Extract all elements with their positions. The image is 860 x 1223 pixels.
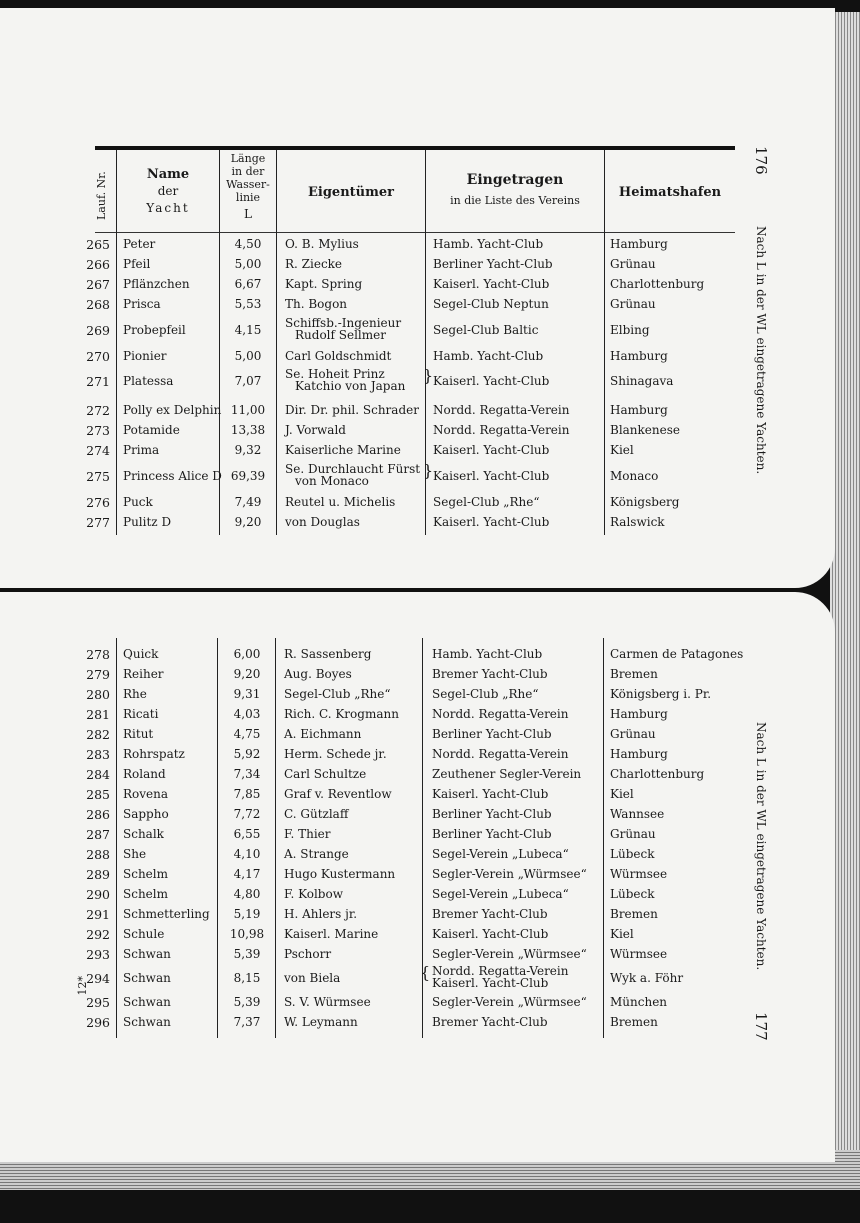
owner: Pschorr [284,947,332,961]
home-port: Kiel [610,787,634,801]
length-value: 4,03 [233,707,261,721]
row-number: 283 [86,747,110,762]
home-port: Hamburg [610,707,668,721]
home-port: Wannsee [610,807,665,821]
length-value: 5,00 [234,257,262,271]
yacht-name: Roland [123,767,166,781]
yacht-name: She [123,847,147,861]
home-port: Bremen [610,907,658,921]
owner: C. Gützlaff [284,807,349,821]
length-value: 4,15 [234,323,262,337]
length-value: 13,38 [230,423,266,437]
yacht-name: Peter [123,237,156,251]
row-number: 296 [86,1015,110,1030]
row-number: 289 [86,867,110,882]
length-value: 4,17 [233,867,261,881]
owner-line-2: von Monaco [295,474,369,488]
owner: Kapt. Spring [285,277,363,291]
owner: Dir. Dr. phil. Schrader [285,403,419,417]
yacht-name: Prima [123,443,160,457]
yacht-name: Ritut [123,727,154,741]
length-value: 7,07 [234,374,262,388]
length-value: 11,00 [230,403,266,417]
club: Segel-Club „Rhe“ [432,687,539,701]
column-divider [275,638,276,1038]
club: Kaiserl. Yacht-Club [433,469,550,483]
yacht-name: Schalk [123,827,164,841]
club: Bremer Yacht-Club [432,907,548,921]
yacht-name: Puck [123,495,153,509]
header-name-yacht: Yacht [146,201,190,215]
owner: O. B. Mylius [285,237,359,251]
yacht-name: Schule [123,927,165,941]
home-port: Carmen de Patagones [610,647,744,661]
header-eingetragen-sub: in die Liste des Vereins [450,194,580,207]
length-value: 4,50 [234,237,262,251]
yacht-name: Schelm [123,887,168,901]
club: Zeuthener Segler-Verein [432,767,582,781]
home-port: Bremen [610,1015,658,1029]
owner: Graf v. Reventlow [284,787,392,801]
row-number: 266 [86,257,110,272]
header-laenge: Länge [230,152,266,165]
home-port: Kiel [610,927,634,941]
yacht-name: Schmetterling [123,907,210,921]
club: Kaiserl. Yacht-Club [433,374,550,388]
length-value: 7,34 [233,767,261,781]
yacht-name: Pionier [123,349,167,363]
page-number: 176 [752,146,770,175]
yacht-name: Quick [123,647,159,661]
owner: S. V. Würmsee [284,995,371,1009]
club: Nordd. Regatta-Verein [432,964,569,978]
home-port: Königsberg [610,495,680,509]
column-divider [116,150,117,535]
header-laenge-linie: linie [235,191,261,204]
column-divider [217,638,218,1038]
club: Segel-Verein „Lubeca“ [432,887,569,901]
header-lauf-nr: Lauf. Nr. [95,171,108,221]
club: Berliner Yacht-Club [432,827,552,841]
row-number: 279 [86,667,110,682]
yacht-name: Schwan [123,995,171,1009]
owner: Rich. C. Krogmann [284,707,399,721]
home-port: Ralswick [610,515,665,529]
home-port: Lübeck [610,847,655,861]
header-laenge-in: in der [231,165,265,178]
owner: Schiffsb.-Ingenieur [285,316,402,330]
yacht-name: Schwan [123,1015,171,1029]
running-title: Nach L in der WL eingetragene Yachten. [754,226,768,475]
home-port: München [610,995,668,1009]
brace: } [423,366,434,385]
length-value: 9,31 [233,687,261,701]
owner: von Biela [284,971,341,985]
owner: Se. Hoheit Prinz [285,367,385,381]
row-number: 287 [86,827,110,842]
top-page [0,8,835,588]
owner: Herm. Schede jr. [284,747,387,761]
club: Berliner Yacht-Club [432,807,552,821]
club: Segel-Club Neptun [433,297,549,311]
owner: W. Leymann [284,1015,358,1029]
header-laenge-l: L [244,207,252,221]
yacht-name: Schwan [123,971,171,985]
row-number: 291 [86,907,110,922]
row-number: 280 [86,687,110,702]
owner: Kaiserliche Marine [285,443,401,457]
row-number: 268 [86,297,110,312]
row-number: 285 [86,787,110,802]
header-rule [95,146,735,150]
row-number: 276 [86,495,110,510]
length-value: 5,19 [233,907,261,921]
owner: R. Ziecke [285,257,343,271]
owner: J. Vorwald [285,423,346,437]
row-number: 265 [86,237,110,252]
header-name: Name [146,167,190,182]
club: Nordd. Regatta-Verein [433,423,570,437]
club: Segler-Verein „Würmsee“ [432,867,587,881]
signature-mark: 12* [76,976,89,996]
yacht-name: Rovena [123,787,169,801]
club: Kaiserl. Yacht-Club [433,443,550,457]
length-value: 5,39 [233,947,261,961]
owner: Reutel u. Michelis [285,495,396,509]
header-eingetragen: Eingetragen [466,172,564,188]
length-value: 5,92 [233,747,261,761]
owner: A. Eichmann [284,727,362,741]
home-port: Blankenese [610,423,681,437]
row-number: 290 [86,887,110,902]
owner: Segel-Club „Rhe“ [284,687,391,701]
club: Segel-Verein „Lubeca“ [432,847,569,861]
row-number: 272 [86,403,110,418]
owner: F. Thier [284,827,331,841]
home-port: Shinagava [610,374,674,388]
yacht-name: Rhe [123,687,147,701]
club: Hamb. Yacht-Club [433,349,544,363]
home-port: Elbing [610,323,650,337]
yacht-name: Probepfeil [123,323,186,337]
yacht-name: Pfeil [123,257,151,271]
owner: Kaiserl. Marine [284,927,379,941]
row-number: 274 [86,443,110,458]
length-value: 5,00 [234,349,262,363]
row-number: 293 [86,947,110,962]
club: Nordd. Regatta-Verein [432,707,569,721]
row-number: 277 [86,515,110,530]
owner-line-2: Rudolf Sellmer [295,328,386,342]
home-port: Kiel [610,443,634,457]
home-port: Lübeck [610,887,655,901]
owner: R. Sassenberg [284,647,372,661]
home-port: Monaco [610,469,659,483]
club: Kaiserl. Yacht-Club [433,277,550,291]
row-number: 292 [86,927,110,942]
length-value: 6,00 [233,647,261,661]
home-port: Bremen [610,667,658,681]
bottom-page [0,592,835,1162]
club: Berliner Yacht-Club [432,727,552,741]
length-value: 7,85 [233,787,261,801]
owner-line-2: Katchio von Japan [295,379,406,393]
club: Kaiserl. Yacht-Club [432,787,549,801]
club: Segel-Club „Rhe“ [433,495,540,509]
club: Hamb. Yacht-Club [432,647,543,661]
club: Nordd. Regatta-Verein [432,747,569,761]
home-port: Würmsee [610,867,668,881]
home-port: Grünau [610,827,656,841]
length-value: 9,20 [233,667,261,681]
owner: A. Strange [284,847,349,861]
owner: Aug. Boyes [284,667,352,681]
yacht-name: Rohrspatz [123,747,185,761]
yacht-name: Schwan [123,947,171,961]
row-number: 295 [86,995,110,1010]
length-value: 7,72 [233,807,261,821]
club: Bremer Yacht-Club [432,667,548,681]
brace: { [420,963,431,982]
row-number: 284 [86,767,110,782]
row-number: 275 [86,469,110,484]
home-port: Würmsee [610,947,668,961]
owner: F. Kolbow [284,887,343,901]
yacht-name: Princess Alice D [123,469,222,483]
column-divider [604,150,605,535]
header-heimatshafen: Heimatshafen [618,185,722,200]
column-divider [116,638,117,1038]
club: Hamb. Yacht-Club [433,237,544,251]
home-port: Grünau [610,727,656,741]
row-number: 282 [86,727,110,742]
yacht-name: Reiher [123,667,164,681]
home-port: Charlottenburg [610,277,705,291]
length-value: 7,37 [233,1015,261,1029]
yacht-name: Schelm [123,867,168,881]
header-bottom-rule [95,232,735,233]
owner: Se. Durchlaucht Fürst [285,462,421,476]
club: Nordd. Regatta-Verein [433,403,570,417]
club: Segel-Club Baltic [433,323,539,337]
home-port: Hamburg [610,237,668,251]
length-value: 6,55 [233,827,261,841]
length-value: 5,53 [234,297,262,311]
running-title: Nach L in der WL eingetragene Yachten. [754,722,768,971]
length-value: 5,39 [233,995,261,1009]
owner: Th. Bogon [285,297,348,311]
length-value: 10,98 [229,927,265,941]
yacht-name: Sappho [123,807,169,821]
length-value: 4,10 [233,847,261,861]
home-port: Grünau [610,257,656,271]
yacht-name: Prisca [123,297,161,311]
club: Bremer Yacht-Club [432,1015,548,1029]
home-port: Königsberg i. Pr. [610,687,712,701]
owner: Carl Goldschmidt [285,349,392,363]
owner: Hugo Kustermann [284,867,396,881]
row-number: 267 [86,277,110,292]
club: Kaiserl. Yacht-Club [432,927,549,941]
length-value: 9,32 [234,443,262,457]
column-divider [603,638,604,1038]
club: Segler-Verein „Würmsee“ [432,947,587,961]
home-port: Hamburg [610,747,668,761]
page-number: 177 [752,1012,770,1041]
owner: Carl Schultze [284,767,367,781]
yacht-name: Pulitz D [123,515,172,529]
length-value: 7,49 [234,495,262,509]
row-number: 288 [86,847,110,862]
row-number: 294 [86,971,110,986]
header-laenge-wasser: Wasser- [226,178,270,191]
column-divider [276,150,277,535]
length-value: 8,15 [233,971,261,985]
row-number: 281 [86,707,110,722]
length-value: 6,67 [234,277,262,291]
home-port: Charlottenburg [610,767,705,781]
club-line-2: Kaiserl. Yacht-Club [432,976,549,990]
header-eigentuemer: Eigentümer [308,185,394,200]
length-value: 9,20 [234,515,262,529]
owner: H. Ahlers jr. [284,907,358,921]
length-value: 4,80 [233,887,261,901]
row-number: 270 [86,349,110,364]
club: Segler-Verein „Würmsee“ [432,995,587,1009]
home-port: Wyk a. Föhr [610,971,684,985]
row-number: 271 [86,374,110,389]
length-value: 4,75 [233,727,261,741]
owner: von Douglas [285,515,360,529]
brace: } [423,461,434,480]
home-port: Hamburg [610,349,668,363]
yacht-name: Polly ex Delphin [123,403,222,417]
home-port: Grünau [610,297,656,311]
row-number: 269 [86,323,110,338]
club: Berliner Yacht-Club [433,257,553,271]
yacht-name: Pflänzchen [123,277,190,291]
home-port: Hamburg [610,403,668,417]
club: Kaiserl. Yacht-Club [433,515,550,529]
row-number: 286 [86,807,110,822]
row-number: 273 [86,423,110,438]
yacht-name: Ricati [123,707,159,721]
yacht-name: Potamide [123,423,180,437]
row-number: 278 [86,647,110,662]
yacht-name: Platessa [123,374,174,388]
length-value: 69,39 [230,469,266,483]
header-name-der: der [157,184,179,198]
